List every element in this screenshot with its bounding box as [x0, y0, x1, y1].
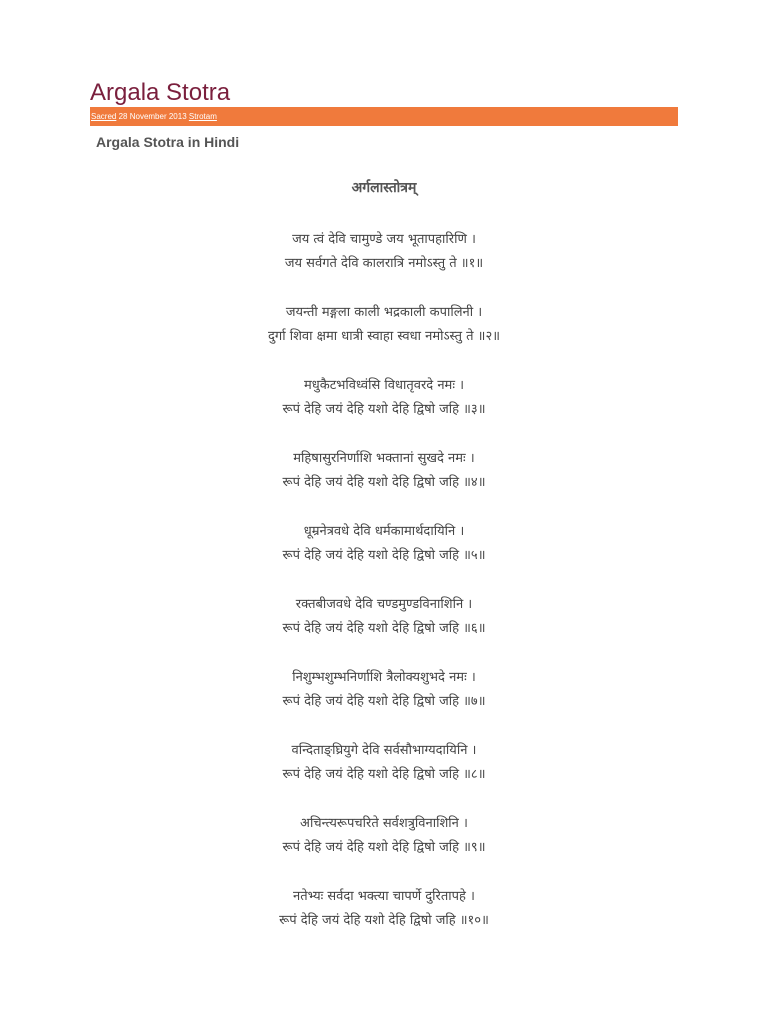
verse-10 [0, 885, 768, 958]
verse-4 [0, 447, 768, 520]
document-subtitle: Argala Stotra in Hindi [96, 134, 240, 150]
verse-line: जय सर्वगते देवि कालरात्रि नमोऽस्तु ते ॥१॥ [284, 256, 484, 271]
verse-line: रूपं देहि जयं देहि यशो देहि द्विषो जहि ॥५॥ [282, 548, 486, 563]
verse-8 [0, 739, 768, 812]
verse-line: रूपं देहि जयं देहि यशो देहि द्विषो जहि ॥७॥ [282, 694, 486, 709]
verse-9 [0, 812, 768, 885]
verse-3 [0, 374, 768, 447]
page-title: Argala Stotra [90, 79, 231, 106]
verse-7 [0, 666, 768, 739]
verse-line: निशुम्भशुम्भनिर्णाशि त्रैलोक्यशुभदे नमः । [292, 670, 476, 685]
verse-line: रूपं देहि जयं देहि यशो देहि द्विषो जहि ॥८॥ [282, 767, 486, 782]
post-meta-bar [90, 107, 678, 126]
verse-list [0, 228, 768, 958]
category-link[interactable]: Sacred [91, 112, 117, 121]
verse-line: रूपं देहि जयं देहि यशो देहि द्विषो जहि ॥४॥ [282, 475, 486, 490]
verse-line: मधुकैटभविध्वंसि विधातृवरदे नमः । [303, 378, 465, 393]
verse-line: नतेभ्यः सर्वदा भक्त्या चापर्णे दुरितापहे । [293, 889, 475, 904]
verse-line: रूपं देहि जयं देहि यशो देहि द्विषो जहि ॥६॥ [282, 621, 486, 636]
verse-1 [0, 228, 768, 301]
post-date: 28 November 2013 [118, 112, 187, 121]
verse-line: धूम्रनेत्रवधे देवि धर्मकामार्थदायिनि । [303, 524, 465, 539]
verse-6 [0, 593, 768, 666]
verse-2 [0, 301, 768, 374]
verse-line: महिषासुरनिर्णाशि भक्तानां सुखदे नमः । [293, 451, 475, 466]
verse-line: जयन्ती मङ्गला काली भद्रकाली कपालिनी । [285, 305, 483, 320]
tag-link[interactable]: Strotam [188, 112, 217, 121]
verse-line: रूपं देहि जयं देहि यशो देहि द्विषो जहि ॥१०॥ [279, 913, 489, 928]
verse-line: अचिन्त्यरूपचरिते सर्वशत्रुविनाशिनि । [300, 816, 468, 831]
verse-line: वन्दिताङ्घ्रियुगे देवि सर्वसौभाग्यदायिनि । [291, 743, 477, 758]
verse-5 [0, 520, 768, 593]
verse-line: रूपं देहि जयं देहि यशो देहि द्विषो जहि ॥९॥ [282, 840, 486, 855]
verse-line: रूपं देहि जयं देहि यशो देहि द्विषो जहि ॥३॥ [282, 402, 486, 417]
hymn-heading: अर्गलास्तोत्रम् [351, 180, 417, 196]
verse-line: रक्तबीजवधे देवि चण्डमुण्डविनाशिनि । [295, 597, 473, 612]
verse-line: दुर्गा शिवा क्षमा धात्री स्वाहा स्वधा नमोऽस्तु ते ॥२॥ [267, 329, 501, 344]
verse-line: जय त्वं देवि चामुण्डे जय भूतापहारिणि । [292, 232, 476, 247]
